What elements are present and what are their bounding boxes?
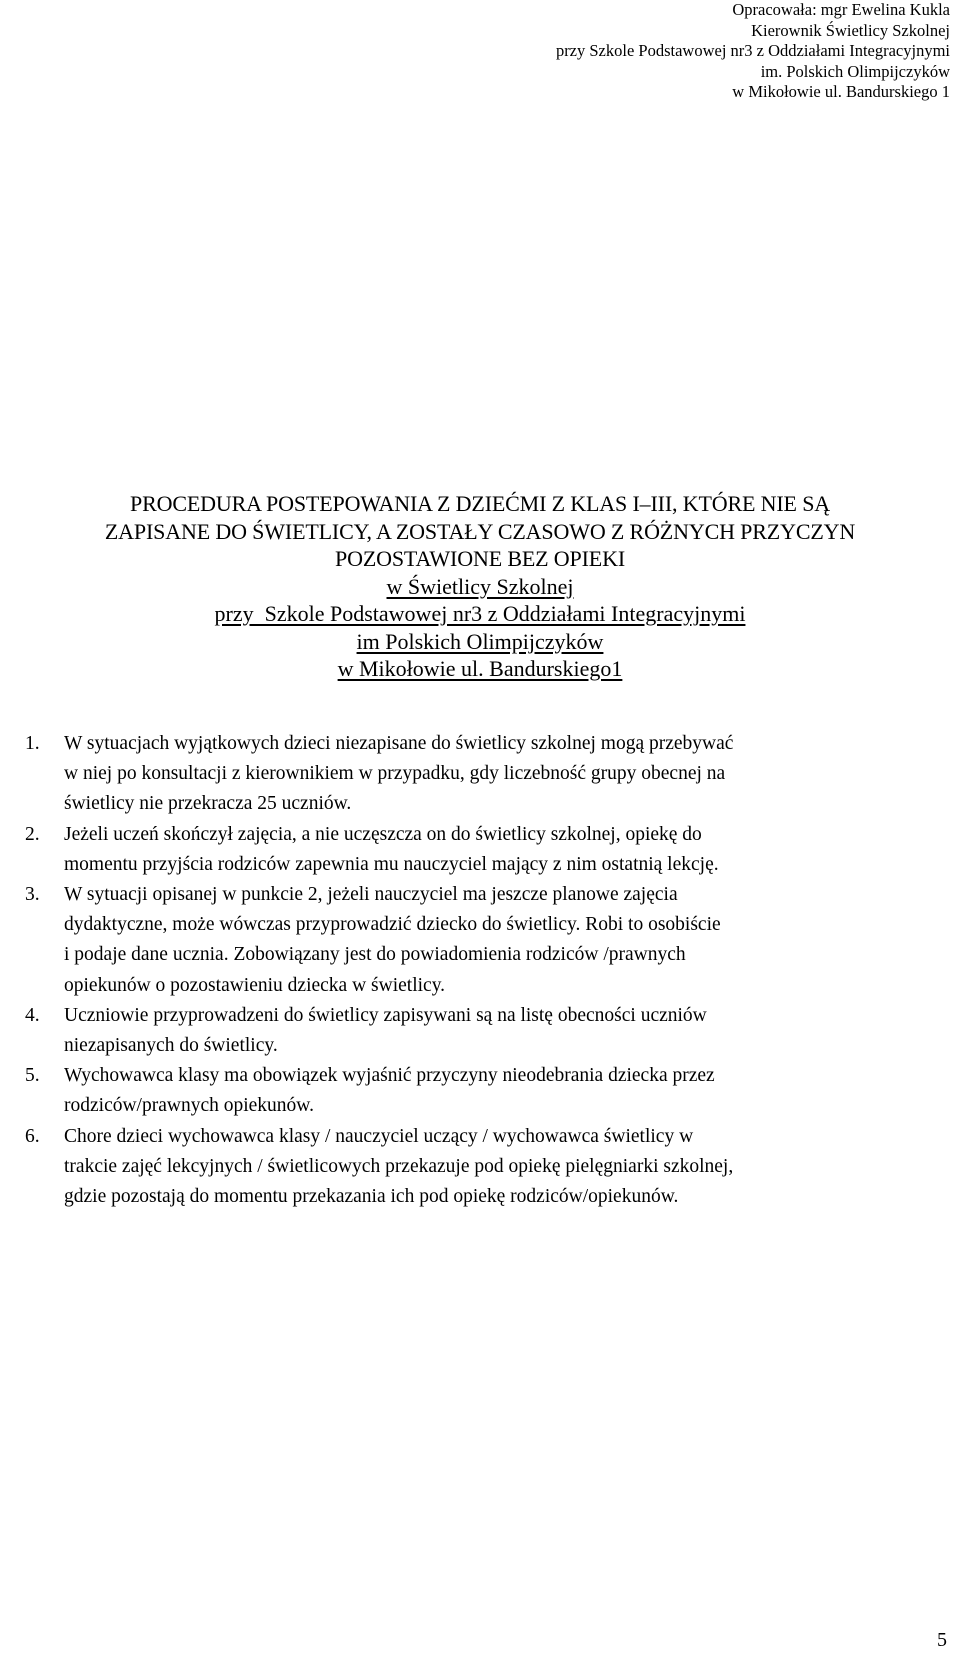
item-number: 4. bbox=[25, 1004, 40, 1026]
header-role: Kierownik Świetlicy Szkolnej bbox=[751, 20, 950, 40]
item-number: 1. bbox=[25, 733, 40, 754]
title-line-4: w Świetlicy Szkolnej bbox=[386, 573, 574, 599]
procedure-list bbox=[25, 729, 945, 1212]
procedure-item-5 bbox=[25, 1061, 945, 1121]
item-text: Uczniowie przyprowadzeni do świetlicy zapisywani są na listę obecności uczniów niezapisanych do świetlicy. bbox=[64, 1004, 707, 1057]
item-number: 2. bbox=[25, 823, 40, 845]
procedure-item-2 bbox=[25, 820, 945, 880]
item-text: Chore dzieci wychowawca klasy / nauczyciel uczący / wychowawca świetlicy w trakcie zajęć lekcyjnych / świetlicowych przekazuje pod opiekę pielęgniarki szkolnej, gdzie pozostają do momentu przekazania ich pod opiekę rodziców/opiekunów. bbox=[64, 1125, 734, 1208]
title-line-3: POZOSTAWIONE BEZ OPIEKI bbox=[335, 546, 625, 571]
title-line-6: im Polskich Olimpijczyków bbox=[356, 628, 604, 654]
procedure-item-4 bbox=[25, 1001, 945, 1061]
title-line-2: ZAPISANE DO ŚWIETLICY, A ZOSTAŁY CZASOWO Z RÓŻNYCH PRZYCZYN bbox=[104, 518, 856, 544]
header-school-patron: im. Polskich Olimpijczyków bbox=[760, 61, 950, 81]
title-line-7: w Mikołowie ul. Bandurskiego1 bbox=[337, 656, 623, 681]
procedure-item-1 bbox=[25, 729, 945, 820]
document-title bbox=[0, 490, 960, 683]
title-line-5: przy Szkole Podstawowej nr3 z Oddziałami Integracyjnymi bbox=[214, 601, 746, 626]
item-number: 6. bbox=[25, 1125, 40, 1147]
item-text: Jeżeli uczeń skończył zajęcia, a nie uczęszcza on do świetlicy szkolnej, opiekę do momentu przyjścia rodziców zapewnia mu nauczyciel mający z nim ostatnią lekcję. bbox=[64, 823, 719, 875]
header-school: przy Szkole Podstawowej nr3 z Oddziałami Integracyjnymi bbox=[555, 41, 950, 60]
author-header bbox=[350, 0, 950, 103]
item-number: 3. bbox=[25, 884, 40, 906]
item-text: W sytuacjach wyjątkowych dzieci niezapisane do świetlicy szkolnej mogą przebywać w niej po konsultacji z kierownikiem w przypadku, gdy liczebność grupy obecnej na świetlicy nie przekracza 25 uczniów. bbox=[64, 733, 734, 815]
procedure-item-6 bbox=[25, 1122, 945, 1213]
procedure-item-3 bbox=[25, 880, 945, 1001]
header-address: w Mikołowie ul. Bandurskiego 1 bbox=[732, 82, 950, 101]
title-line-1: PROCEDURA POSTEPOWANIA Z DZIEĆMI Z KLAS I–III, KTÓRE NIE SĄ bbox=[129, 491, 831, 516]
item-number: 5. bbox=[25, 1065, 40, 1087]
item-text: W sytuacji opisanej w punkcie 2, jeżeli nauczyciel ma jeszcze planowe zajęcia dydaktyczne, może wówczas przyprowadzić dziecko do świetlicy. Robi to osobiście i podaje dane ucznia. Zobowiązany jest do powiadomienia rodziców /prawnych opiekunów o pozostawieniu dziecka w świetlicy. bbox=[64, 884, 721, 996]
item-text: Wychowawca klasy ma obowiązek wyjaśnić przyczyny nieodebrania dziecka przez rodziców/prawnych opiekunów. bbox=[64, 1065, 715, 1117]
page-number: 5 bbox=[937, 1629, 947, 1651]
header-author: Opracowała: mgr Ewelina Kukla bbox=[732, 0, 950, 19]
